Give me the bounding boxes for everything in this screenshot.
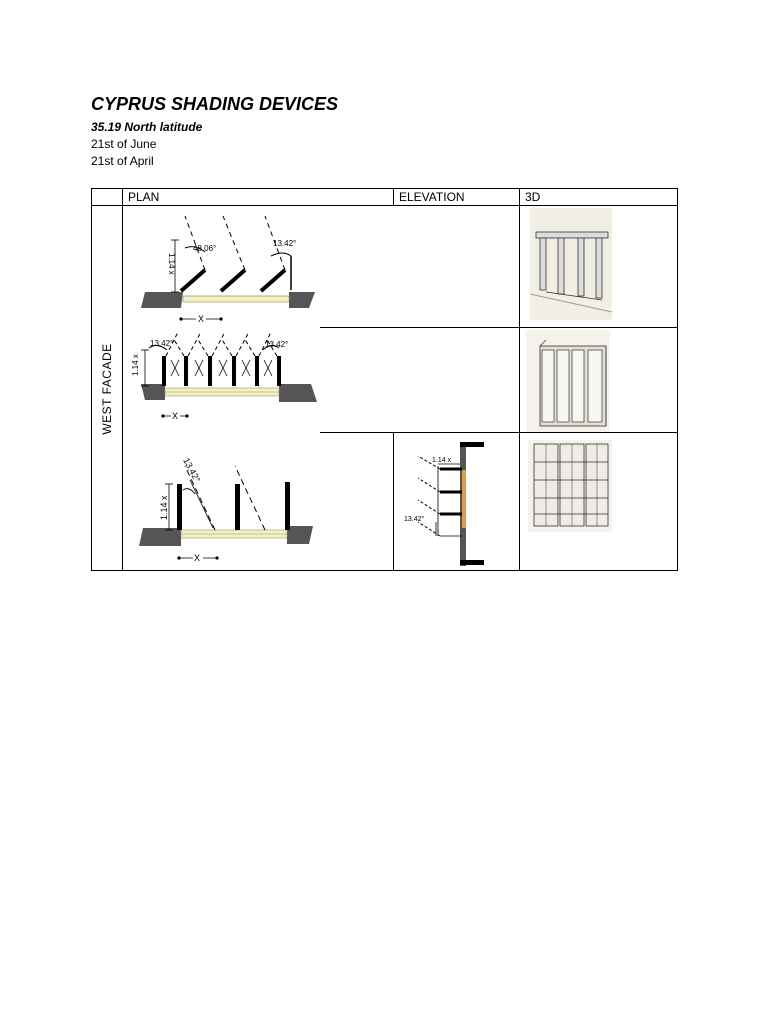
plan-elevation-divider-bottom	[393, 432, 394, 571]
column-header-elevation: ELEVATION	[399, 190, 465, 204]
3d-view-row-1	[530, 208, 612, 320]
plan-diagram-row-1	[123, 206, 320, 328]
plan3-angle: 13.42°	[181, 456, 203, 485]
plan-diagram-row-2	[123, 328, 320, 432]
elevation-diagram-row-3	[400, 436, 500, 570]
elevation-angle: 13.42°	[404, 516, 425, 523]
date-line-1: 21st of June	[91, 137, 157, 151]
plan1-depth: 1.14 x	[167, 253, 176, 275]
plan3-spacing: X	[194, 553, 201, 563]
plan1-angle-b: 13.42°	[273, 239, 297, 248]
plan1-angle-a: 48.06°	[193, 244, 217, 253]
latitude-subtitle: 35.19 North latitude	[91, 120, 203, 134]
elevation-3d-divider	[519, 188, 520, 571]
plan-elevation-divider-top	[393, 188, 394, 206]
plan2-depth: 1.14 x	[131, 354, 140, 376]
row-divider-2	[320, 432, 678, 433]
column-header-plan: PLAN	[128, 190, 160, 204]
plan2-spacing: X	[172, 411, 179, 421]
column-header-3d: 3D	[525, 190, 541, 204]
plan2-angle-left: 13.42°	[150, 339, 174, 348]
document-title: CYPRUS SHADING DEVICES	[91, 94, 339, 114]
plan-diagram-row-3	[123, 440, 320, 568]
row-label-west-facade: WEST FACADE	[100, 342, 114, 435]
plan1-spacing: X	[198, 314, 205, 324]
elevation-depth: 1.14 x	[432, 457, 452, 464]
plan2-angle-right: 13.42°	[265, 340, 289, 349]
plan3-depth: 1.14 x	[159, 495, 169, 520]
3d-view-row-3	[528, 440, 612, 532]
date-line-2: 21st of April	[91, 154, 154, 168]
row-divider-1	[320, 327, 678, 328]
3d-view-row-2	[526, 330, 610, 432]
